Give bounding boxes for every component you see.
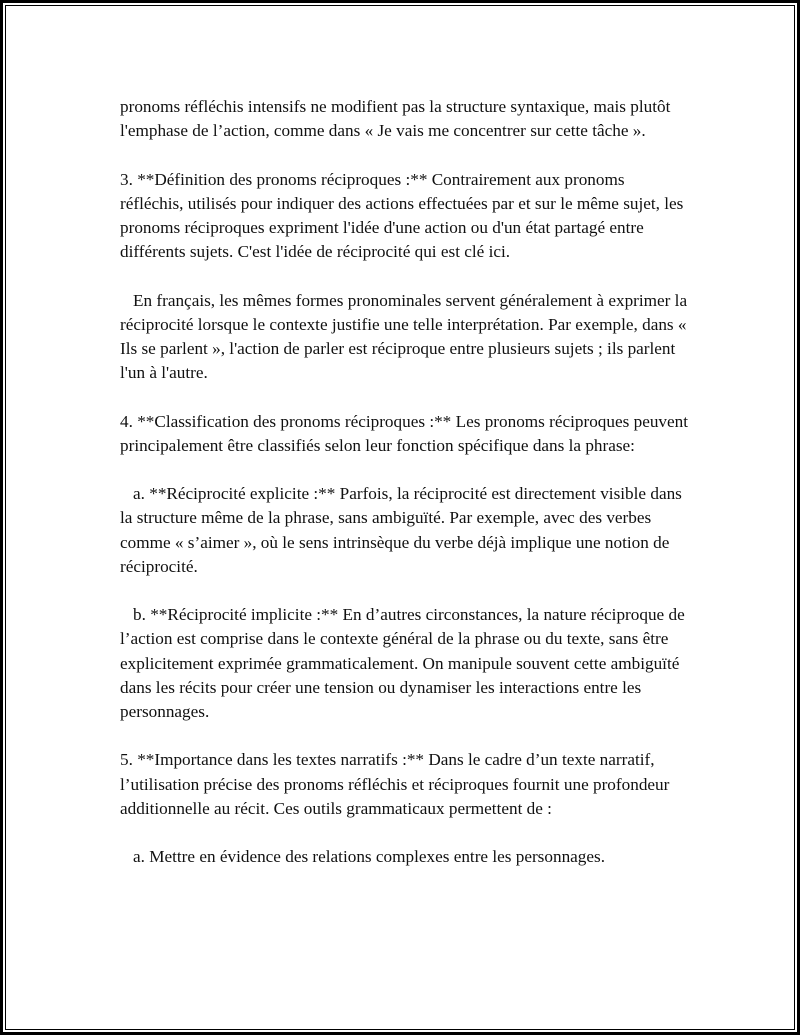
paragraph-intensive-reflexive-continuation: pronoms réfléchis intensifs ne modifient pas la structure syntaxique, mais plutôt l'emphase de l’action, comme dans « Je vais me concentrer sur cette tâche ». (120, 97, 671, 141)
paragraph-narrative-importance: 5. **Importance dans les textes narratifs :** Dans le cadre d’un texte narratif, l’utilisation précise des pronoms réfléchis et réciproques fournit une profondeur additionnelle au récit. Ces outils grammaticaux permettent de : (120, 750, 670, 818)
paragraph-reciprocal-classification: 4. **Classification des pronoms réciproques :** Les pronoms réciproques peuvent principalement être classifiés selon leur fonction spécifique dans la phrase: (120, 411, 689, 455)
paragraph-explicit-reciprocity: a. **Réciprocité explicite :** Parfois, la réciprocité est directement visible dans la structure même de la phrase, sans ambiguïté. Par exemple, avec des verbes comme « s’aimer », où le sens intrinsèque du verbe déjà implique une notion de réciprocité. (120, 484, 682, 576)
document-body (120, 95, 690, 869)
paragraph-complex-relations: a. Mettre en évidence des relations complexes entre les personnages. (133, 847, 605, 867)
paragraph-reciprocal-definition: 3. **Définition des pronoms réciproques :** Contrairement aux pronoms réfléchis, utilisés pour indiquer des actions effectuées par et sur le même sujet, les pronoms réciproques expriment l'idée d'une action ou d'un état partagé entre différents sujets. C'est l'idée de réciprocité qui est clé ici. (120, 169, 684, 262)
paragraph-implicit-reciprocity: b. **Réciprocité implicite :** En d’autres circonstances, la nature réciproque de l’action est comprise dans le contexte général de la phrase ou du texte, sans être explicitement exprimée grammaticalement. On manipule souvent cette ambiguïté dans les récits pour créer une tension ou dynamiser les interactions entre les personnages. (120, 605, 685, 721)
paragraph-reciprocal-french-example: En français, les mêmes formes pronominales servent généralement à exprimer la réciprocité lorsque le contexte justifie une telle interprétation. Par exemple, dans « Ils se parlent », l'action de parler est réciproque entre plusieurs sujets ; ils parlent l'un à l'autre. (120, 290, 688, 383)
